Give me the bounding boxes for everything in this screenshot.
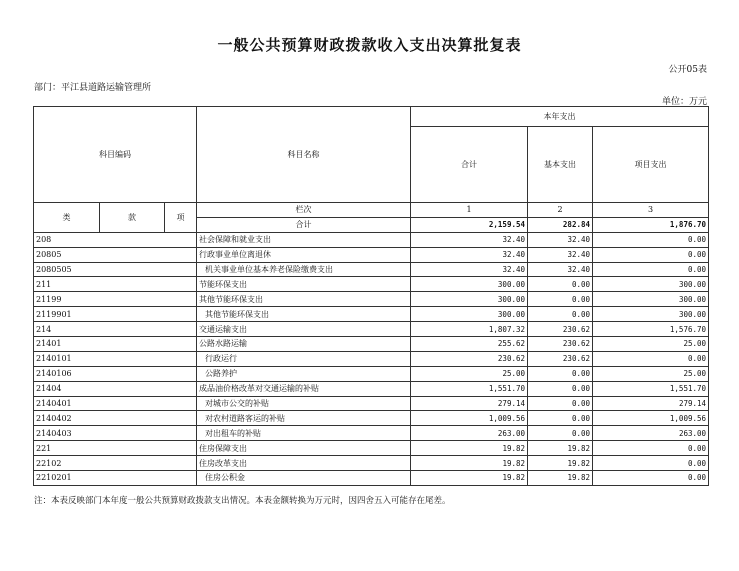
row-code: 2140101	[34, 351, 197, 366]
table-row	[34, 322, 709, 337]
row-basic: 19.82	[528, 456, 593, 471]
table-row	[34, 396, 709, 411]
row-basic: 0.00	[528, 366, 593, 381]
row-name: 机关事业单位基本养老保险缴费支出	[197, 262, 411, 277]
table-row	[34, 456, 709, 471]
header-project: 项目支出	[593, 127, 709, 203]
row-total: 1,807.32	[411, 322, 528, 337]
row-basic: 19.82	[528, 441, 593, 456]
row-project: 0.00	[593, 232, 709, 247]
row-basic: 0.00	[528, 292, 593, 307]
row-basic: 0.00	[528, 396, 593, 411]
row-project: 0.00	[593, 351, 709, 366]
row-total: 300.00	[411, 307, 528, 322]
row-name: 其他节能环保支出	[197, 307, 411, 322]
row-name: 对城市公交的补贴	[197, 396, 411, 411]
col-index-3: 3	[593, 203, 709, 218]
table-row	[34, 411, 709, 426]
row-project: 25.00	[593, 337, 709, 352]
row-project: 1,576.70	[593, 322, 709, 337]
row-code: 2119901	[34, 307, 197, 322]
row-name: 社会保障和就业支出	[197, 232, 411, 247]
row-code: 20805	[34, 247, 197, 262]
row-total: 279.14	[411, 396, 528, 411]
unit-label: 单位：万元	[661, 97, 707, 107]
row-code: 221	[34, 441, 197, 456]
budget-table	[33, 106, 709, 486]
footnote: 注：本表反映部门本年度一般公共预算财政拨款支出情况。本表金额转换为万元时，因四舍五入可能存在尾差。	[34, 496, 451, 506]
row-name: 行政事业单位离退休	[197, 247, 411, 262]
row-project: 279.14	[593, 396, 709, 411]
row-name: 对出租车的补贴	[197, 426, 411, 441]
row-total: 230.62	[411, 351, 528, 366]
row-total: 32.40	[411, 262, 528, 277]
sum-basic: 282.84	[528, 217, 593, 232]
row-total: 300.00	[411, 292, 528, 307]
row-total: 32.40	[411, 247, 528, 262]
header-xiang: 项	[165, 203, 197, 233]
row-code: 2140401	[34, 396, 197, 411]
col-index-1: 1	[411, 203, 528, 218]
row-basic: 0.00	[528, 411, 593, 426]
row-project: 25.00	[593, 366, 709, 381]
table-row	[34, 337, 709, 352]
table-row	[34, 471, 709, 486]
sum-total: 2,159.54	[411, 217, 528, 232]
row-basic: 230.62	[528, 337, 593, 352]
row-name: 其他节能环保支出	[197, 292, 411, 307]
row-total: 19.82	[411, 441, 528, 456]
table-row	[34, 307, 709, 322]
row-code: 21404	[34, 381, 197, 396]
table-row	[34, 247, 709, 262]
row-code: 2210201	[34, 471, 197, 486]
row-basic: 32.40	[528, 262, 593, 277]
row-code: 2140402	[34, 411, 197, 426]
row-name: 住房保障支出	[197, 441, 411, 456]
row-basic: 0.00	[528, 307, 593, 322]
row-code: 22102	[34, 456, 197, 471]
row-basic: 32.40	[528, 232, 593, 247]
row-project: 300.00	[593, 292, 709, 307]
row-basic: 230.62	[528, 322, 593, 337]
table-row	[34, 426, 709, 441]
row-total: 32.40	[411, 232, 528, 247]
row-code: 211	[34, 277, 197, 292]
col-index-2: 2	[528, 203, 593, 218]
row-total: 25.00	[411, 366, 528, 381]
table-row	[34, 292, 709, 307]
form-number: 公开05表	[668, 65, 707, 75]
header-basic: 基本支出	[528, 127, 593, 203]
row-name: 公路水路运输	[197, 337, 411, 352]
header-total: 合计	[411, 127, 528, 203]
department-label: 部门：平江县道路运输管理所	[34, 83, 152, 93]
table-row	[34, 351, 709, 366]
report-title: 一般公共预算财政拨款收入支出决算批复表	[217, 36, 522, 54]
header-code: 科目编码	[34, 107, 197, 203]
table-row	[34, 366, 709, 381]
row-project: 0.00	[593, 247, 709, 262]
table-row	[34, 262, 709, 277]
row-basic: 32.40	[528, 247, 593, 262]
row-code: 2140106	[34, 366, 197, 381]
table-row	[34, 381, 709, 396]
sum-project: 1,876.70	[593, 217, 709, 232]
row-name: 成品油价格改革对交通运输的补贴	[197, 381, 411, 396]
row-name: 行政运行	[197, 351, 411, 366]
row-code: 21199	[34, 292, 197, 307]
row-project: 0.00	[593, 471, 709, 486]
row-total: 300.00	[411, 277, 528, 292]
row-code: 21401	[34, 337, 197, 352]
row-total: 19.82	[411, 471, 528, 486]
row-project: 0.00	[593, 262, 709, 277]
header-kuan: 款	[100, 203, 165, 233]
header-lei: 类	[34, 203, 100, 233]
row-name: 住房改革支出	[197, 456, 411, 471]
row-project: 1,551.70	[593, 381, 709, 396]
row-code: 2140403	[34, 426, 197, 441]
row-basic: 19.82	[528, 471, 593, 486]
table-row	[34, 277, 709, 292]
row-project: 300.00	[593, 307, 709, 322]
header-year-expense: 本年支出	[411, 107, 709, 127]
row-basic: 0.00	[528, 426, 593, 441]
row-code: 208	[34, 232, 197, 247]
row-project: 1,009.56	[593, 411, 709, 426]
row-name: 公路养护	[197, 366, 411, 381]
row-project: 263.00	[593, 426, 709, 441]
row-total: 255.62	[411, 337, 528, 352]
row-total: 19.82	[411, 456, 528, 471]
sum-label: 合计	[197, 217, 411, 232]
row-code: 2080505	[34, 262, 197, 277]
row-project: 0.00	[593, 441, 709, 456]
header-col-index: 栏次	[197, 203, 411, 218]
row-name: 交通运输支出	[197, 322, 411, 337]
row-name: 住房公积金	[197, 471, 411, 486]
row-total: 263.00	[411, 426, 528, 441]
row-name: 节能环保支出	[197, 277, 411, 292]
row-basic: 0.00	[528, 277, 593, 292]
row-name: 对农村道路客运的补贴	[197, 411, 411, 426]
table-row	[34, 441, 709, 456]
row-total: 1,551.70	[411, 381, 528, 396]
table-row	[34, 232, 709, 247]
row-code: 214	[34, 322, 197, 337]
row-project: 0.00	[593, 456, 709, 471]
row-project: 300.00	[593, 277, 709, 292]
row-total: 1,009.56	[411, 411, 528, 426]
header-name: 科目名称	[197, 107, 411, 203]
row-basic: 0.00	[528, 381, 593, 396]
row-basic: 230.62	[528, 351, 593, 366]
